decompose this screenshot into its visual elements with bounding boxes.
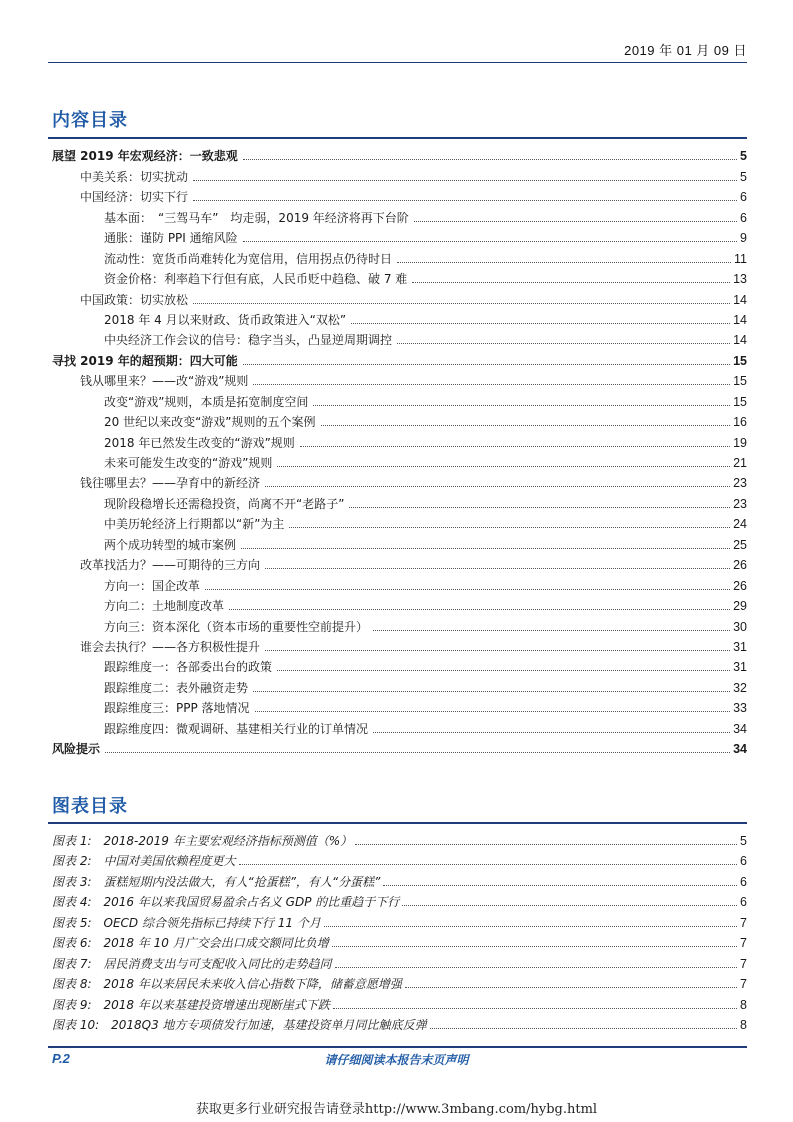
- dot-leader: [332, 946, 737, 947]
- toc-entry-page: 21: [733, 456, 747, 470]
- toc-entry-page: 32: [733, 680, 747, 695]
- dot-leader: [205, 589, 730, 590]
- figure-entry-page: 7: [740, 915, 747, 930]
- toc-entry-label: 中国政策：切实放松: [80, 292, 189, 307]
- dot-leader: [373, 630, 730, 631]
- toc-entry-page: 5: [740, 149, 747, 164]
- figure-entry-page: 6: [740, 854, 747, 868]
- toc-entry[interactable]: [0, 511, 793, 531]
- toc-entry[interactable]: [0, 674, 793, 694]
- toc-entry[interactable]: [0, 409, 793, 429]
- toc-entry-page: 23: [733, 496, 747, 511]
- toc-entry[interactable]: [0, 307, 793, 327]
- toc-entry-label: 钱往哪里去？——孕育中的新经济: [80, 476, 261, 491]
- dot-leader: [243, 241, 737, 242]
- toc-entry[interactable]: [0, 347, 793, 367]
- toc-entry-label: 展望 2019 年宏观经济：一致悲观: [52, 149, 238, 164]
- toc-entry-page: 5: [740, 169, 747, 184]
- toc-entry-label: 现阶段稳增长还需稳投资，尚离不开“老路子”: [104, 496, 345, 511]
- dot-leader: [405, 987, 737, 988]
- dot-leader: [383, 885, 737, 886]
- toc-entry-page: 25: [733, 537, 747, 552]
- figures-list: [0, 827, 793, 1032]
- toc-entry-label: 通胀：谨防 PPI 通缩风险: [104, 231, 238, 246]
- toc-entry-page: 23: [733, 476, 747, 491]
- figure-entry-label: 图表 6: 2018 年 10 月广交会出口成交额同比负增: [52, 936, 329, 950]
- toc-entry-page: 34: [733, 721, 747, 736]
- toc-entry[interactable]: [0, 245, 793, 265]
- dot-leader: [193, 200, 737, 201]
- toc-entry-label: 未来可能发生改变的“游戏”规则: [104, 456, 273, 470]
- toc-entry-page: 31: [733, 660, 747, 675]
- dot-leader: [414, 221, 737, 222]
- figure-entry-page: 7: [740, 956, 747, 971]
- toc-entry-label: 方向二：土地制度改革: [104, 599, 225, 614]
- dot-leader: [333, 1008, 737, 1009]
- dot-leader: [241, 548, 730, 549]
- toc-entry[interactable]: [0, 429, 793, 449]
- toc-entry[interactable]: [0, 593, 793, 613]
- toc-entry-page: 24: [733, 517, 747, 532]
- footer-divider: [48, 1046, 747, 1048]
- toc-entry[interactable]: [0, 184, 793, 204]
- toc-list: [0, 143, 793, 756]
- dot-leader: [277, 670, 730, 671]
- dot-leader: [430, 1028, 737, 1029]
- toc-entry-page: 33: [733, 701, 747, 716]
- figure-entry-page: 5: [740, 833, 747, 848]
- toc-entry-page: 6: [740, 190, 747, 205]
- toc-entry-label: 中国经济：切实下行: [80, 190, 189, 205]
- toc-entry-label: 基本面： “三驾马车” 均走弱，2019 年经济将再下台阶: [104, 210, 409, 225]
- toc-entry-label: 中央经济工作会议的信号：稳字当头，凸显逆周期调控: [104, 333, 393, 348]
- toc-entry[interactable]: [0, 388, 793, 408]
- figure-entry-label: 图表 2: 中国对美国依赖程度更大: [52, 854, 236, 868]
- toc-entry[interactable]: [0, 225, 793, 245]
- toc-entry[interactable]: [0, 552, 793, 572]
- dot-leader: [321, 425, 731, 426]
- dot-leader: [193, 303, 730, 304]
- figure-entry[interactable]: [0, 971, 793, 992]
- toc-entry-label: 寻找 2019 年的超预期：四大可能: [52, 353, 238, 368]
- toc-entry-page: 26: [733, 578, 747, 593]
- toc-entry[interactable]: [0, 368, 793, 388]
- dot-leader: [243, 159, 737, 160]
- dot-leader: [313, 405, 730, 406]
- toc-entry-label: 跟踪维度四：微观调研、基建相关行业的订单情况: [104, 721, 369, 736]
- dot-leader: [239, 864, 738, 865]
- dot-leader: [402, 905, 737, 906]
- figure-entry[interactable]: [0, 827, 793, 848]
- figure-entry-label: 图表 3: 蛋糕短期内没法做大，有人“抢蛋糕”，有人“分蛋糕”: [52, 874, 381, 889]
- figure-entry[interactable]: [0, 848, 793, 869]
- figure-entry-label: 图表 9: 2018 年以来基建投资增速出现断崖式下跌: [52, 997, 330, 1012]
- dot-leader: [193, 180, 737, 181]
- toc-entry-label: 跟踪维度二：表外融资走势: [104, 680, 249, 695]
- figure-entry[interactable]: [0, 868, 793, 889]
- toc-entry[interactable]: [0, 736, 793, 756]
- toc-entry-page: 14: [733, 292, 747, 307]
- figures-title: 图表目录: [52, 796, 128, 817]
- toc-entry-label: 20 世纪以来改变“游戏”规则的五个案例: [104, 415, 316, 430]
- toc-entry[interactable]: [0, 572, 793, 592]
- figure-entry-page: 6: [740, 895, 747, 909]
- toc-entry[interactable]: [0, 266, 793, 286]
- dot-leader: [300, 446, 730, 447]
- toc-title: 内容目录: [52, 110, 128, 131]
- dot-leader: [255, 711, 731, 712]
- toc-entry-page: 11: [734, 251, 747, 266]
- dot-leader: [397, 343, 730, 344]
- toc-entry[interactable]: [0, 327, 793, 347]
- figure-entry[interactable]: [0, 1012, 793, 1033]
- dot-leader: [335, 967, 738, 968]
- figure-entry-label: 图表 1: 2018-2019 年主要宏观经济指标预测值（%）: [52, 833, 353, 848]
- toc-entry[interactable]: [0, 163, 793, 183]
- dot-leader: [277, 466, 730, 467]
- toc-entry-label: 改变“游戏”规则，本质是拓宽制度空间: [104, 394, 309, 409]
- toc-entry-page: 15: [733, 353, 747, 368]
- toc-entry[interactable]: [0, 450, 793, 470]
- toc-entry-label: 钱从哪里来？——改“游戏”规则: [80, 374, 249, 389]
- toc-entry-label: 跟踪维度三：PPP 落地情况: [104, 701, 250, 716]
- toc-entry-label: 流动性：宽货币尚难转化为宽信用，信用拐点仍待时日: [104, 251, 393, 266]
- toc-entry[interactable]: [0, 715, 793, 735]
- figure-entry-label: 图表 4: 2016 年以来我国贸易盈余占名义 GDP 的比重趋于下行: [52, 895, 400, 909]
- toc-entry-page: 6: [740, 210, 747, 225]
- toc-entry[interactable]: [0, 654, 793, 674]
- toc-entry-label: 谁会去执行？——各方积极性提升: [80, 639, 261, 654]
- dot-leader: [397, 262, 731, 263]
- toc-entry-page: 13: [733, 272, 747, 287]
- dot-leader: [265, 650, 730, 651]
- toc-entry[interactable]: [0, 143, 793, 163]
- toc-entry-label: 两个成功转型的城市案例: [104, 537, 237, 552]
- toc-entry-label: 中美历轮经济上行期都以“新”为主: [104, 517, 285, 532]
- figure-entry[interactable]: [0, 889, 793, 910]
- figure-entry-page: 6: [740, 874, 747, 889]
- figure-entry-label: 图表 8: 2018 年以来居民未来收入信心指数下降，储蓄意愿增强: [52, 977, 402, 991]
- figure-entry[interactable]: [0, 930, 793, 951]
- toc-entry-page: 15: [733, 394, 747, 409]
- dot-leader: [324, 926, 737, 927]
- download-banner[interactable]: 获取更多行业研究报告请登录http://www.3mbang.com/hybg.html: [195, 1102, 598, 1117]
- toc-entry[interactable]: [0, 613, 793, 633]
- toc-entry-page: 31: [733, 639, 747, 654]
- dot-leader: [349, 507, 730, 508]
- figure-entry-page: 8: [740, 997, 747, 1012]
- toc-entry[interactable]: [0, 286, 793, 306]
- dot-leader: [265, 486, 730, 487]
- figure-entry[interactable]: [0, 909, 793, 930]
- toc-entry-label: 2018 年 4 月以来财政、货币政策进入“双松”: [104, 312, 347, 327]
- report-date: 2019 年 01 月 09 日: [624, 43, 747, 58]
- dot-leader: [373, 732, 730, 733]
- toc-entry-label: 方向三：资本深化（资本市场的重要性空前提升）: [104, 619, 369, 634]
- toc-entry-page: 34: [733, 742, 747, 757]
- toc-entry-page: 30: [733, 619, 747, 634]
- dot-leader: [351, 323, 730, 324]
- dot-leader: [229, 609, 730, 610]
- toc-entry-label: 改革找活力？——可期待的三方向: [80, 558, 261, 573]
- figures-divider: [48, 822, 747, 824]
- toc-entry-page: 14: [733, 312, 747, 327]
- page-number: P.2: [52, 1051, 70, 1066]
- figure-entry-page: 7: [740, 936, 747, 950]
- dot-leader: [412, 282, 730, 283]
- figure-entry-label: 图表 10: 2018Q3 地方专项债发行加速，基建投资单月同比触底反弹: [52, 1018, 427, 1032]
- toc-entry[interactable]: [0, 204, 793, 224]
- toc-entry[interactable]: [0, 490, 793, 510]
- toc-entry-page: 29: [733, 599, 747, 614]
- toc-entry-label: 跟踪维度一：各部委出台的政策: [104, 660, 273, 675]
- toc-entry-label: 方向一：国企改革: [104, 578, 201, 593]
- disclaimer-note: 请仔细阅读本报告末页声明: [324, 1053, 469, 1067]
- dot-leader: [355, 844, 737, 845]
- toc-entry[interactable]: [0, 695, 793, 715]
- dot-leader: [265, 568, 730, 569]
- toc-entry-label: 中美关系：切实扰动: [80, 169, 189, 184]
- toc-entry-label: 风险提示: [52, 742, 101, 757]
- toc-entry-page: 15: [733, 374, 747, 389]
- dot-leader: [253, 384, 730, 385]
- figure-entry-page: 7: [740, 977, 747, 991]
- toc-entry-page: 19: [733, 435, 747, 450]
- dot-leader: [105, 752, 730, 753]
- toc-entry[interactable]: [0, 470, 793, 490]
- dot-leader: [243, 364, 730, 365]
- toc-entry-page: 14: [733, 333, 747, 348]
- toc-entry[interactable]: [0, 634, 793, 654]
- figure-entry-label: 图表 7: 居民消费支出与可支配收入同比的走势趋同: [52, 956, 332, 971]
- toc-divider: [48, 137, 747, 139]
- toc-entry-page: 16: [733, 415, 747, 430]
- figure-entry[interactable]: [0, 950, 793, 971]
- dot-leader: [253, 691, 730, 692]
- toc-entry-page: 26: [733, 558, 747, 573]
- toc-entry[interactable]: [0, 531, 793, 551]
- figure-entry-page: 8: [740, 1018, 747, 1032]
- header-divider: [48, 62, 747, 63]
- figure-entry[interactable]: [0, 991, 793, 1012]
- toc-entry-label: 2018 年已然发生改变的“游戏”规则: [104, 435, 295, 450]
- dot-leader: [289, 527, 730, 528]
- figure-entry-label: 图表 5: OECD 综合领先指标已持续下行 11 个月: [52, 915, 321, 930]
- toc-entry-label: 资金价格：利率趋下行但有底，人民币贬中趋稳、破 7 难: [104, 272, 408, 287]
- toc-entry-page: 9: [740, 231, 747, 246]
